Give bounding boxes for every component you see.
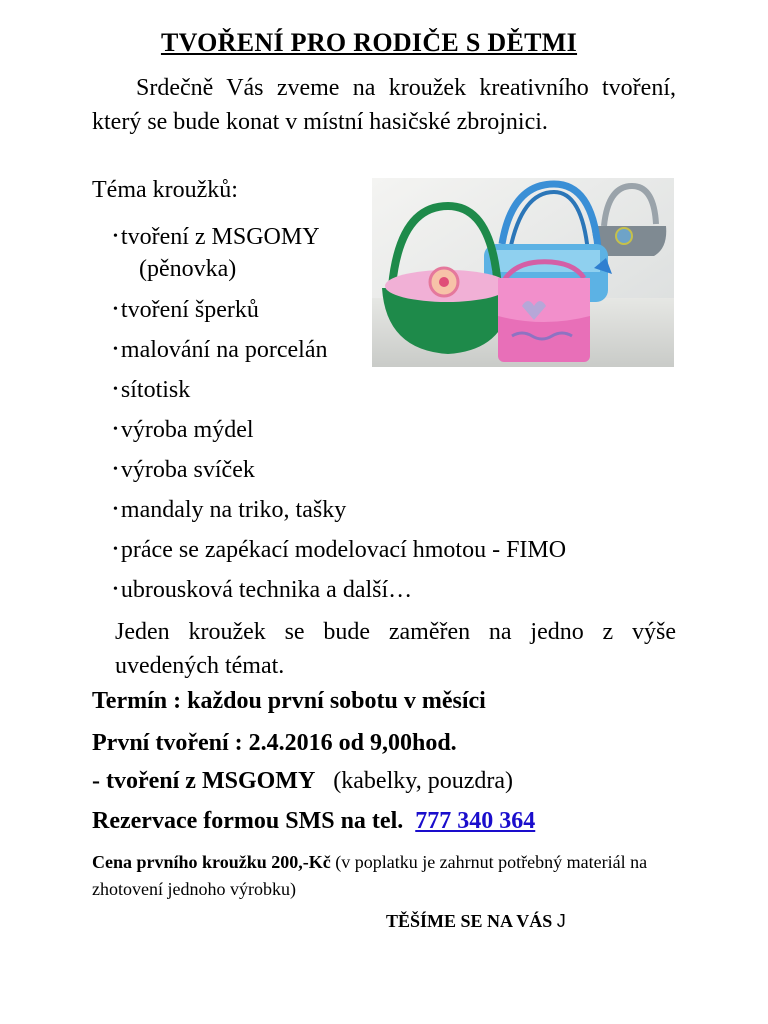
bullet-icon: • (113, 542, 118, 557)
topic-continuation: (pěnovka) (139, 256, 237, 282)
price-note (92, 849, 672, 903)
bullet-icon: • (113, 582, 118, 597)
reservation-label: Rezervace formou SMS na tel. (92, 808, 404, 834)
first-topic-prefix: - tvoření z MSGOMY (92, 768, 316, 794)
topic-item (113, 335, 327, 365)
topic-item (113, 535, 566, 565)
first-topic-line (92, 768, 513, 795)
bullet-icon: • (113, 382, 118, 397)
term-line: Termín : každou první sobotu v měsíci (92, 688, 486, 714)
topic-item (113, 415, 254, 445)
first-topic-suffix: (kabelky, pouzdra) (333, 768, 513, 794)
focus-note: Jeden kroužek se bude zaměřen na jedno z výše uvedených témat. (115, 619, 676, 679)
reservation-line (92, 808, 535, 835)
bullet-icon: • (113, 302, 118, 317)
topic-label: tvoření z MSGOMY (120, 224, 320, 250)
phone-link[interactable]: 777 340 364 (415, 808, 536, 834)
closing-text: TĚŠÍME SE NA VÁS (386, 911, 553, 931)
price-bold: Cena prvního kroužku 200,-Kč (92, 852, 331, 872)
first-session-line: První tvoření : 2.4.2016 od 9,00hod. (92, 730, 457, 756)
bullet-icon: • (113, 342, 118, 357)
intro-paragraph: Srdečně Vás zveme na kroužek kreativního tvoření, který se bude konat v místní hasičské zbrojnici. (92, 75, 676, 135)
topic-label: ubrousková technika a další… (120, 577, 413, 603)
bullet-icon: • (113, 462, 118, 477)
topic-label: práce se zapékací modelovací hmotou - FIMO (120, 537, 567, 563)
smiley-glyph: J (556, 911, 566, 931)
topic-item (113, 222, 320, 252)
topic-item (113, 495, 346, 525)
handbags-photo (372, 178, 674, 367)
topic-label: malování na porcelán (120, 337, 328, 363)
bullet-icon: • (113, 422, 118, 437)
topic-label: sítotisk (120, 377, 191, 403)
topic-label: mandaly na triko, tašky (120, 497, 347, 523)
topic-label: tvoření šperků (120, 297, 259, 323)
page-title: TVOŘENÍ PRO RODIČE S DĚTMI (160, 28, 578, 57)
topic-item (113, 375, 190, 405)
bullet-icon: • (113, 502, 118, 517)
price-rest: (v poplatku je zahrnut potřebný materiál na zhotovení jednoho výrobku) (92, 852, 648, 899)
topic-item (113, 575, 412, 605)
handbags-illustration (372, 178, 674, 367)
topic-item (113, 455, 255, 485)
topic-label: výroba mýdel (120, 417, 254, 443)
topic-item (113, 295, 259, 325)
bullet-icon: • (113, 229, 118, 244)
topics-heading: Téma kroužků: (92, 177, 238, 203)
closing-line (386, 911, 566, 932)
topic-label: výroba svíček (120, 457, 255, 483)
